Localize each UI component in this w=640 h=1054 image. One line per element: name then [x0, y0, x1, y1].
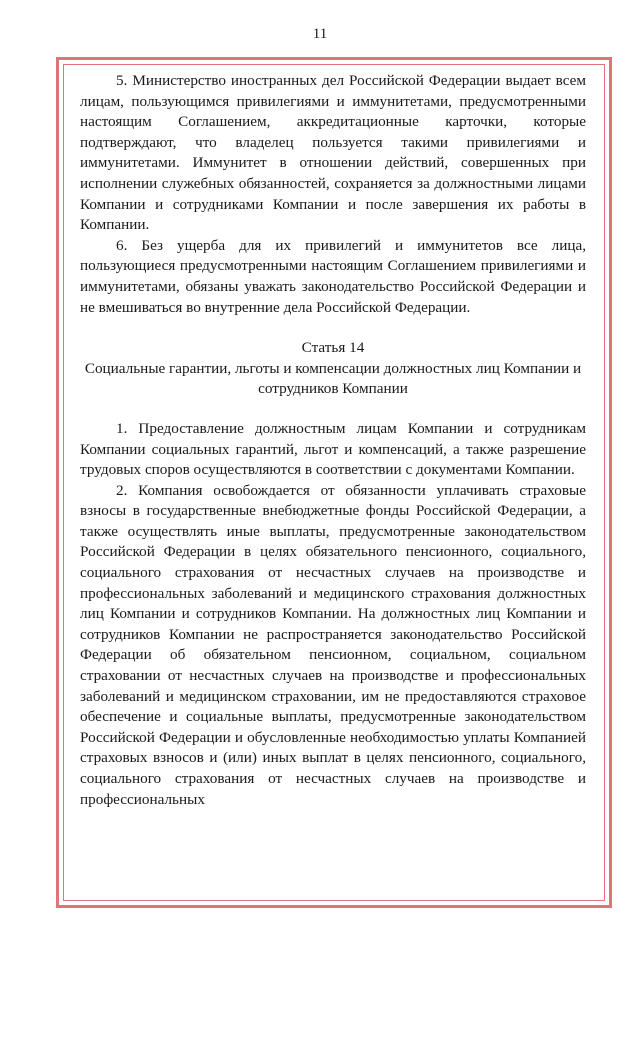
page-number: 11 — [312, 26, 328, 42]
article-heading: Социальные гарантии, льготы и компенсации должностных лиц Компании и сотрудников Компании — [84, 359, 582, 398]
article-paragraph-1: 1. Предоставление должностным лицам Компании и сотрудникам Компании социальных гарантий, льгот и компенсаций, а также разрешение трудовых споров осуществляются в соответствии с документами Компании. — [80, 419, 586, 479]
paragraph-6: 6. Без ущерба для их привилегий и иммунитетов все лица, пользующиеся предусмотренными настоящим Соглашением привилегиями и иммунитетами, обязаны уважать законодательство Российской Федерации и не вмешиваться во внутренние дела Российской Федерации. — [80, 236, 586, 316]
paragraph-5: 5. Министерство иностранных дел Российской Федерации выдает всем лицам, пользующимся привилегиями и иммунитетами, предусмотренными настоящим Соглашением, аккредитационные карточки, которые подтверждают, что владелец пользуется такими привилегиями и иммунитетами. Иммунитет в отношении действий, совершенных при исполнении служебных обязанностей, сохраняется за должностными лицами Компании и сотрудниками Компании и после завершения их работы в Компании. — [80, 72, 586, 234]
article-paragraph-2: 2. Компания освобождается от обязанности уплачивать страховые взносы в государственные внебюджетные фонды Российской Федерации, а также осуществлять иные выплаты, предусмотренные законодательством Российской Федерации в целях обязательного пенсионного, социального, социального страхования от несчастных случаев на производстве и профессиональных заболеваний и медицинского страхования должностных лиц Компании и сотрудников Компании. На должностных лиц Компании и сотрудников Компании не распространяется законодательство Российской Федерации об обязательном пенсионном, социальном, социальном страховании от несчастных случаев на производстве и профессиональных заболеваний и медицинском страховании, им не предоставляются страховое обеспечение и социальные выплаты, предусмотренные законодательством Российской Федерации и обусловленные необходимостью уплаты Компанией страховых взносов и (или) иных выплат в целях пенсионного, социального, социального страхования от несчастных случаев на производстве и профессиональных — [80, 481, 586, 808]
document-body — [80, 71, 586, 810]
article-number: Статья 14 — [301, 339, 365, 357]
